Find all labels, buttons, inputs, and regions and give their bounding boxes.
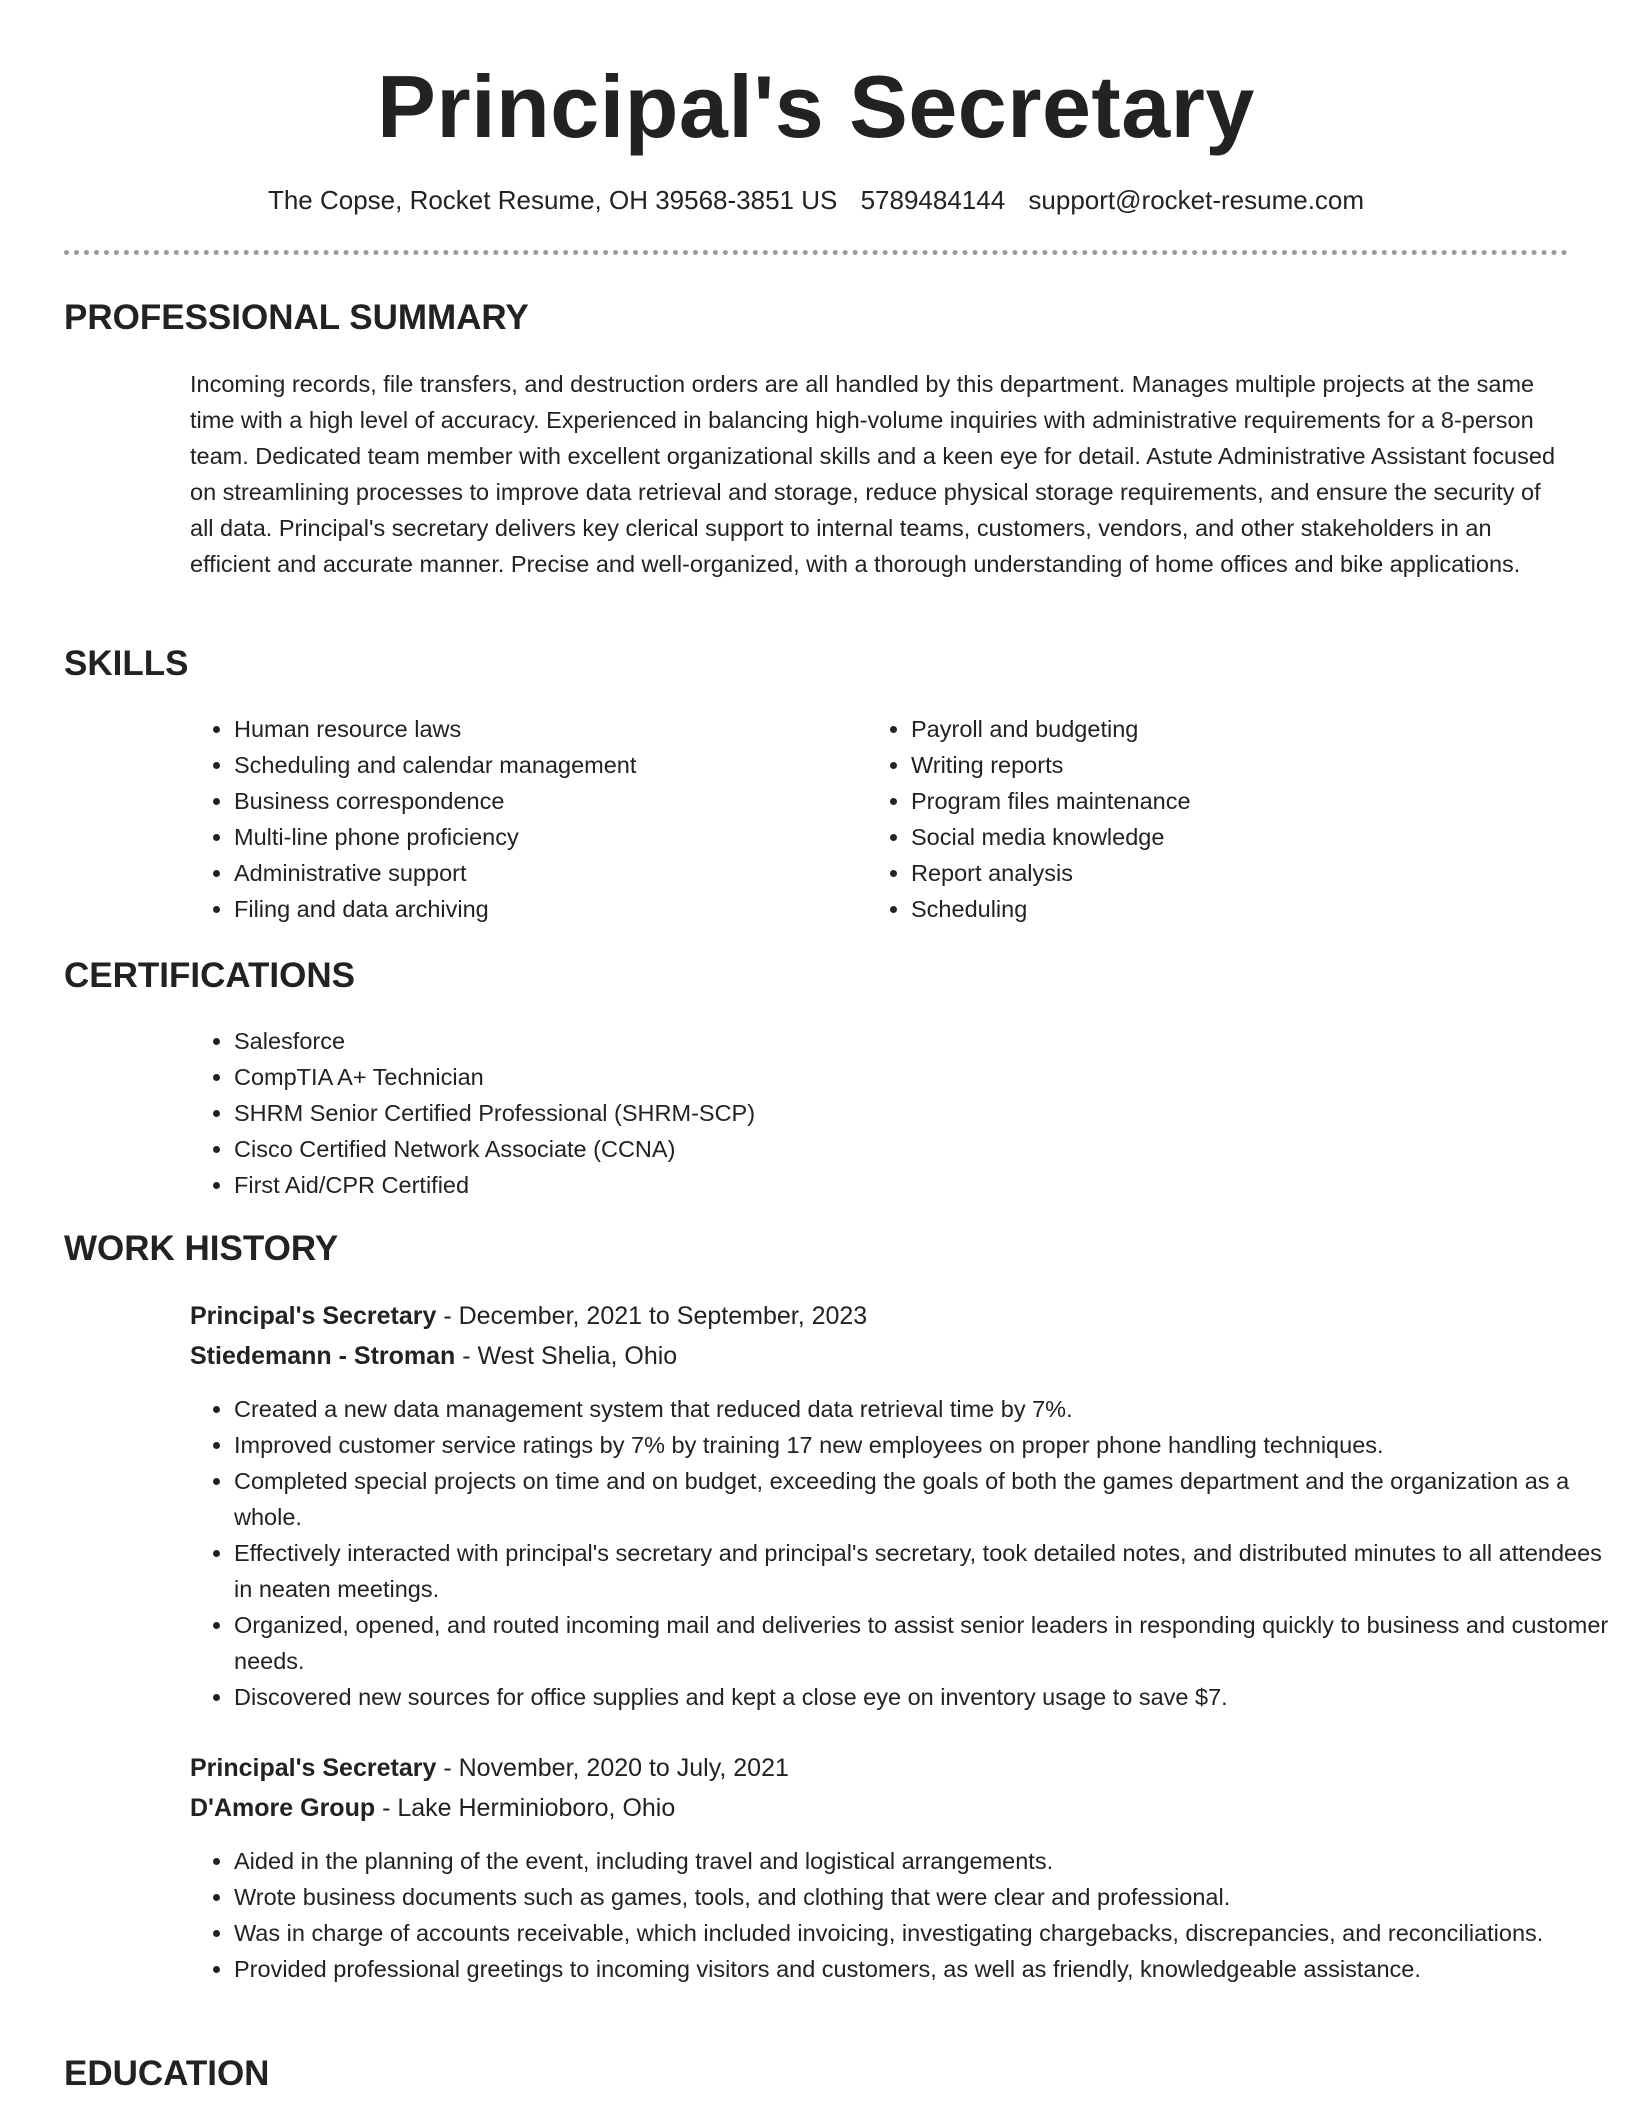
header-divider: [64, 250, 1568, 255]
job-role: Principal's Secretary: [190, 1302, 437, 1330]
job-company-line: [190, 1337, 677, 1375]
section-title-education: EDUCATION: [64, 2054, 270, 2093]
list-item: • Social media knowledge: [911, 819, 1551, 855]
list-item: • Created a new data management system that reduced data retrieval time by 7%.: [234, 1391, 1610, 1427]
list-item: • Program files maintenance: [911, 783, 1551, 819]
job-location: - Lake Herminioboro, Ohio: [375, 1794, 676, 1822]
skills-list-left: [190, 711, 834, 927]
job-dates: - December, 2021 to September, 2023: [436, 1302, 868, 1330]
email: support@rocket-resume.com: [1028, 185, 1365, 215]
job-company: D'Amore Group: [190, 1794, 376, 1822]
list-item: • Report analysis: [911, 855, 1551, 891]
list-item: • Discovered new sources for office supplies and kept a close eye on inventory usage to save $7.: [234, 1679, 1610, 1715]
list-item: • Scheduling: [911, 891, 1551, 927]
list-item: • Payroll and budgeting: [911, 711, 1551, 747]
job-company-line: [190, 1789, 675, 1827]
list-item: • Effectively interacted with principal's secretary and principal's secretary, took detailed notes, and distributed minutes to all attendees in neaten meetings.: [234, 1535, 1610, 1607]
list-item: • Was in charge of accounts receivable, which included invoicing, investigating chargebacks, discrepancies, and reconciliations.: [234, 1915, 1610, 1951]
skills-list-right: [867, 711, 1551, 927]
list-item: • SHRM Senior Certified Professional (SHRM-SCP): [234, 1095, 1534, 1131]
list-item: • Wrote business documents such as games, tools, and clothing that were clear and professional.: [234, 1879, 1610, 1915]
job-location: - West Shelia, Ohio: [455, 1342, 678, 1370]
candidate-name: Principal's Secretary: [377, 57, 1255, 156]
list-item: • Provided professional greetings to incoming visitors and customers, as well as friendly, knowledgeable assistance.: [234, 1951, 1610, 1987]
certifications-list: [190, 1023, 1534, 1203]
summary-text: Incoming records, file transfers, and destruction orders are all handled by this department. Manages multiple projects at the same time with a high level of accuracy. Experienced in balancing high-volume inquiries with administrative requirements for a 8-person team. Dedicated team member with excellent organizational skills and a keen eye for detail. Astute Administrative Assistant focused on streamlining processes to improve data retrieval and storage, reduce physical storage requirements, and ensure the security of all data. Principal's secretary delivers key clerical support to internal teams, customers, vendors, and other stakeholders in an efficient and accurate manner. Precise and well-organized, with a thorough understanding of home offices and bike applications.: [190, 371, 1556, 577]
section-title-skills: SKILLS: [64, 644, 189, 683]
job-title-line: [190, 1749, 789, 1787]
job-bullets: [190, 1391, 1610, 1715]
section-title-certifications: CERTIFICATIONS: [64, 956, 356, 995]
job-dates: - November, 2020 to July, 2021: [436, 1754, 789, 1782]
list-item: • Business correspondence: [234, 783, 834, 819]
list-item: • Administrative support: [234, 855, 834, 891]
list-item: • Cisco Certified Network Associate (CCNA): [234, 1131, 1534, 1167]
section-title-work-history: WORK HISTORY: [64, 1229, 339, 1268]
section-title-summary: PROFESSIONAL SUMMARY: [64, 298, 529, 337]
phone: 5789484144: [860, 185, 1006, 215]
list-item: • Scheduling and calendar management: [234, 747, 834, 783]
address: The Copse, Rocket Resume, OH 39568-3851 US: [267, 185, 838, 215]
list-item: • CompTIA A+ Technician: [234, 1059, 1534, 1095]
list-item: • Filing and data archiving: [234, 891, 834, 927]
list-item: • Completed special projects on time and on budget, exceeding the goals of both the games department and the organization as a whole.: [234, 1463, 1610, 1535]
list-item: • Writing reports: [911, 747, 1551, 783]
list-item: • Organized, opened, and routed incoming mail and deliveries to assist senior leaders in responding quickly to business and customer needs.: [234, 1607, 1610, 1679]
job-company: Stiedemann - Stroman: [190, 1342, 456, 1370]
list-item: • Human resource laws: [234, 711, 834, 747]
contact-line: [0, 180, 1632, 220]
list-item: • Salesforce: [234, 1023, 1534, 1059]
job-bullets: [190, 1843, 1610, 1987]
job-title-line: [190, 1297, 867, 1335]
list-item: • Improved customer service ratings by 7% by training 17 new employees on proper phone handling techniques.: [234, 1427, 1610, 1463]
list-item: • Multi-line phone proficiency: [234, 819, 834, 855]
list-item: • First Aid/CPR Certified: [234, 1167, 1534, 1203]
list-item: • Aided in the planning of the event, including travel and logistical arrangements.: [234, 1843, 1610, 1879]
job-role: Principal's Secretary: [190, 1754, 437, 1782]
